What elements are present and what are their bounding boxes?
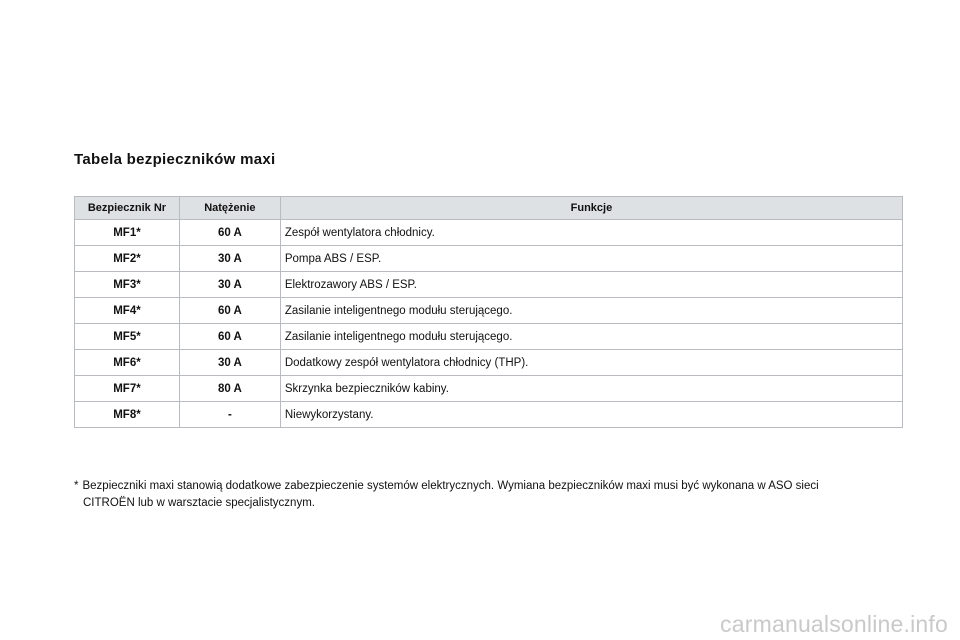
table-row — [75, 376, 903, 402]
column-header-amperage: Natężenie — [179, 197, 280, 220]
fuse-number-cell: MF6* — [75, 350, 180, 376]
table-row — [75, 298, 903, 324]
footnote — [74, 478, 894, 512]
function-cell: Zespół wentylatora chłodnicy. — [280, 220, 902, 246]
fuse-number-cell: MF4* — [75, 298, 180, 324]
fuse-number-cell: MF2* — [75, 246, 180, 272]
watermark: carmanualsonline.info — [720, 611, 948, 637]
amperage-cell: 80 A — [179, 376, 280, 402]
table-row — [75, 272, 903, 298]
fuse-number-cell: MF5* — [75, 324, 180, 350]
amperage-cell: 60 A — [179, 324, 280, 350]
function-cell: Elektrozawory ABS / ESP. — [280, 272, 902, 298]
fuse-number-cell: MF8* — [75, 402, 180, 428]
function-cell: Dodatkowy zespół wentylatora chłodnicy (THP). — [280, 350, 902, 376]
table-row — [75, 246, 903, 272]
column-header-functions: Funkcje — [280, 197, 902, 220]
table-row — [75, 402, 903, 428]
table-header-row — [75, 197, 903, 220]
function-cell: Skrzynka bezpieczników kabiny. — [280, 376, 902, 402]
function-cell: Niewykorzystany. — [280, 402, 902, 428]
fuse-number-cell: MF1* — [75, 220, 180, 246]
footnote-asterisk: * — [74, 480, 79, 492]
fuse-number-cell: MF3* — [75, 272, 180, 298]
footnote-text-line2: CITROËN lub w warsztacie specjalistycznym. — [83, 497, 315, 509]
amperage-cell: 30 A — [179, 350, 280, 376]
function-cell: Pompa ABS / ESP. — [280, 246, 902, 272]
function-cell: Zasilanie inteligentnego modułu sterującego. — [280, 324, 902, 350]
table-row — [75, 350, 903, 376]
column-header-fuse-number: Bezpiecznik Nr — [75, 197, 180, 220]
table-row — [75, 324, 903, 350]
amperage-cell: 30 A — [179, 272, 280, 298]
fuse-number-cell: MF7* — [75, 376, 180, 402]
table-row — [75, 220, 903, 246]
footnote-text-line1: Bezpieczniki maxi stanowią dodatkowe zabezpieczenie systemów elektrycznych. Wymiana bezpieczników maxi musi być wykonana w ASO sieci — [82, 480, 819, 492]
amperage-cell: 60 A — [179, 220, 280, 246]
amperage-cell: 30 A — [179, 246, 280, 272]
function-cell: Zasilanie inteligentnego modułu sterującego. — [280, 298, 902, 324]
page-title: Tabela bezpieczników maxi — [74, 151, 276, 168]
amperage-cell: 60 A — [179, 298, 280, 324]
maxi-fuse-table — [74, 196, 903, 428]
amperage-cell: - — [179, 402, 280, 428]
